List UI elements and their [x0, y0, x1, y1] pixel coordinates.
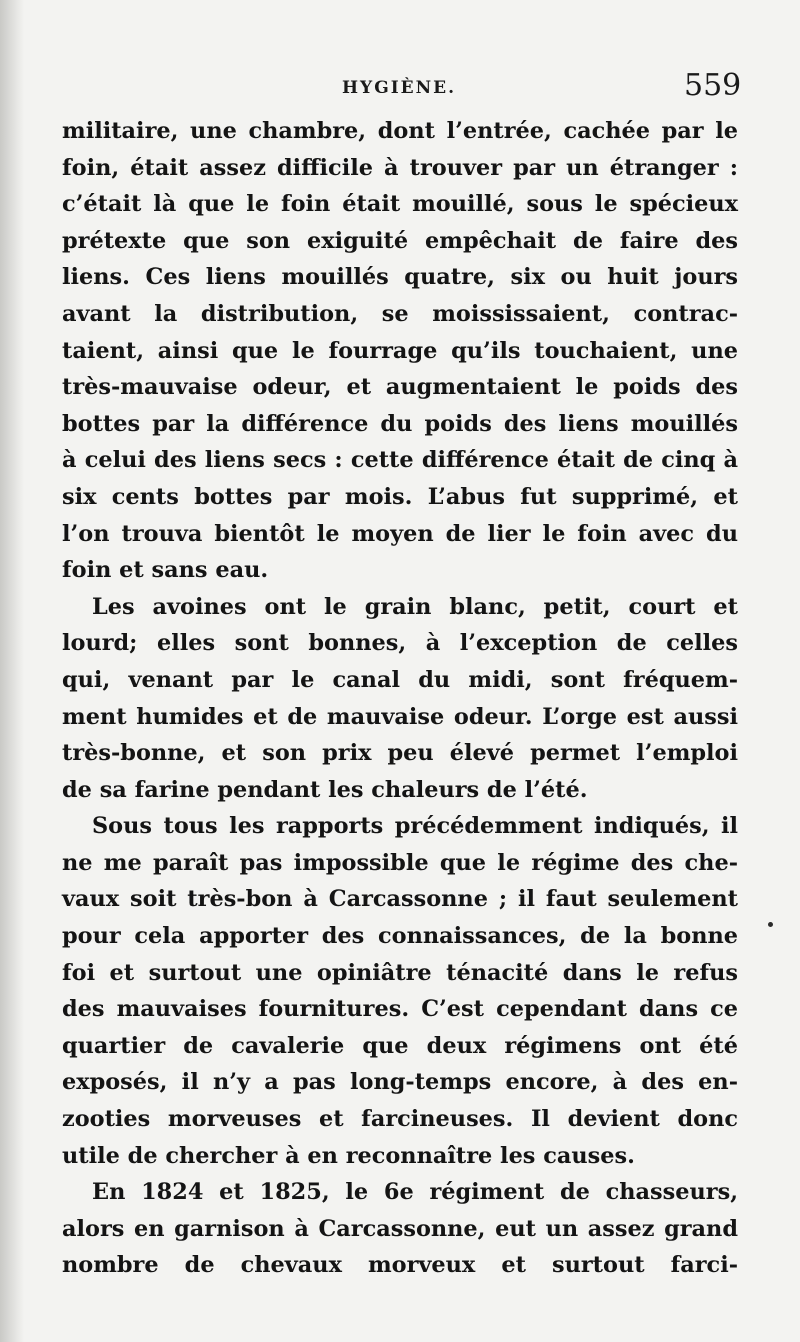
text-line: des mauvaises fournitures. C’est cependant dans ce: [62, 996, 738, 1023]
text-line: qui, venant par le canal du midi, sont fréquem-: [62, 666, 738, 693]
body-text: [62, 113, 738, 1284]
text-line: c’était là que le foin était mouillé, sous le spécieux: [62, 191, 738, 218]
text-line: En 1824 et 1825, le 6e régiment de chasseurs,: [92, 1179, 738, 1206]
text-line: vaux soit très-bon à Carcassonne ; il faut seulement: [62, 886, 738, 913]
text-line: foin, était assez difficile à trouver par un étranger :: [62, 154, 738, 181]
text-line: de sa farine pendant les chaleurs de l’été.: [62, 776, 588, 803]
page-gutter-shadow: [0, 0, 24, 1342]
text-line: militaire, une chambre, dont l’entrée, cachée par le: [62, 118, 738, 144]
text-line: l’on trouva bientôt le moyen de lier le foin avec du: [62, 520, 738, 547]
text-line: très-mauvaise odeur, et augmentaient le poids des: [62, 374, 738, 401]
ink-speck: [768, 922, 773, 927]
text-line: utile de chercher à en reconnaître les causes.: [62, 1142, 635, 1169]
text-line: zooties morveuses et farcineuses. Il devient donc: [62, 1106, 738, 1133]
text-line: pour cela apporter des connaissances, de la bonne: [62, 923, 738, 950]
text-line: foi et surtout une opiniâtre ténacité dans le refus: [62, 959, 738, 986]
text-line: quartier de cavalerie que deux régimens ont été: [62, 1032, 738, 1059]
running-head: HYGIÈNE.: [342, 78, 457, 98]
text-line: prétexte que son exiguité empêchait de faire des: [62, 227, 738, 254]
text-line: taient, ainsi que le fourrage qu’ils touchaient, une: [62, 337, 738, 364]
text-line: lourd; elles sont bonnes, à l’exception de celles: [62, 630, 738, 657]
text-line: bottes par la différence du poids des liens mouillés: [62, 410, 738, 437]
text-line: ment humides et de mauvaise odeur. L’orge est aussi: [62, 703, 738, 730]
text-line: six cents bottes par mois. L’abus fut supprimé, et: [62, 483, 738, 510]
text-line: foin et sans eau.: [62, 557, 269, 584]
text-line: alors en garnison à Carcassonne, eut un assez grand: [62, 1215, 738, 1242]
text-line: ne me paraît pas impossible que le régime des che-: [62, 849, 738, 876]
text-line: avant la distribution, se moississaient, contrac-: [62, 300, 738, 327]
text-line: Sous tous les rapports précédemment indiqués, il: [92, 813, 738, 840]
text-line: exposés, il n’y a pas long-temps encore, à des en-: [62, 1069, 738, 1096]
text-line: à celui des liens secs : cette différence était de cinq à: [62, 447, 738, 474]
text-line: Les avoines ont le grain blanc, petit, court et: [92, 593, 738, 620]
text-line: liens. Ces liens mouillés quatre, six ou huit jours: [62, 264, 738, 291]
page-number: 559: [684, 68, 742, 103]
text-line: très-bonne, et son prix peu élevé permet l’emploi: [62, 740, 738, 767]
text-line: nombre de chevaux morveux et surtout farci-: [62, 1252, 738, 1279]
page-header: [0, 68, 800, 108]
